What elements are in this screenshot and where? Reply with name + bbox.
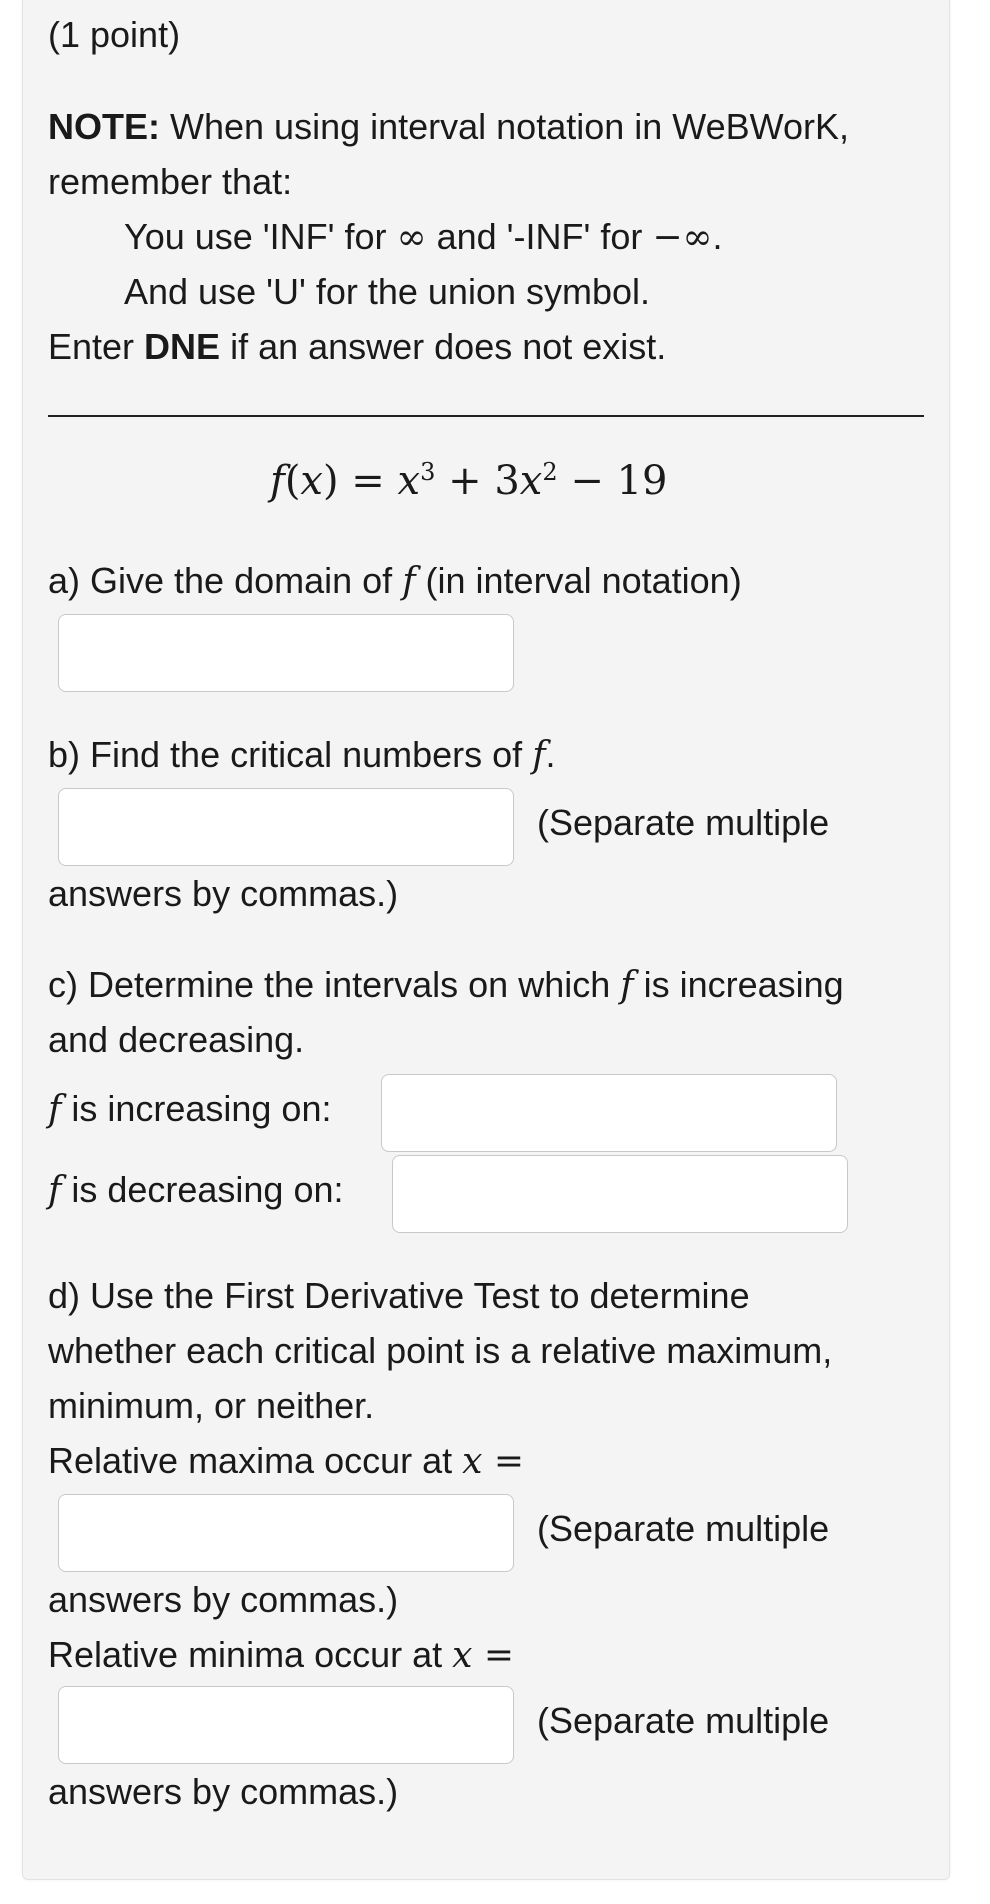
formula-f: f	[270, 458, 285, 504]
dne-label: DNE	[144, 326, 221, 367]
part-c-f: f	[620, 965, 634, 1006]
note-inf-middle: and '-INF' for	[426, 216, 653, 257]
minima-text: Relative minima occur at	[48, 1634, 453, 1675]
formula-exp2: 2	[542, 458, 558, 486]
part-d-prompt-1: d) Use the First Derivative Test to determine	[48, 1275, 750, 1316]
increasing-f: f	[48, 1089, 62, 1130]
domain-input[interactable]	[58, 614, 514, 692]
note-line-1-text: When using interval notation in WeBWorK,	[160, 106, 850, 147]
points-label: (1 point)	[48, 14, 181, 55]
formula-plus: + 3	[435, 458, 520, 504]
note-line-1	[48, 104, 849, 150]
part-b-prompt	[48, 732, 556, 779]
decreasing-input[interactable]	[392, 1155, 848, 1233]
minima-label	[48, 1632, 514, 1679]
minima-eq: =	[472, 1635, 515, 1676]
minima-x: x	[452, 1635, 473, 1676]
infinity-symbol: ∞	[396, 217, 427, 258]
note-dne-line	[48, 324, 666, 370]
part-c-suffix: is increasing	[633, 964, 844, 1005]
maxima-label	[48, 1438, 524, 1485]
part-a-prompt	[48, 558, 742, 605]
minima-hint-1: (Separate multiple	[537, 1700, 830, 1741]
part-c-prefix: c) Determine the intervals on which	[48, 964, 621, 1005]
maxima-x: x	[462, 1441, 483, 1482]
part-a-suffix: (in interval notation)	[415, 560, 742, 601]
part-a-f: f	[402, 561, 416, 602]
note-line-2: remember that:	[48, 161, 293, 202]
maxima-hint-2: answers by commas.)	[48, 1579, 399, 1620]
critical-numbers-input[interactable]	[58, 788, 514, 866]
formula-close-eq: ) =	[322, 458, 398, 504]
maxima-hint-1: (Separate multiple	[537, 1508, 830, 1549]
note-inf-prefix: You use 'INF' for	[124, 216, 397, 257]
part-c-prompt-2: and decreasing.	[48, 1019, 305, 1060]
maxima-text: Relative maxima occur at	[48, 1440, 463, 1481]
note-inf-suffix: .	[712, 216, 723, 257]
increasing-text: is increasing on:	[61, 1088, 332, 1129]
note-label: NOTE:	[48, 106, 160, 147]
function-formula	[270, 456, 667, 506]
part-b-hint-2: answers by commas.)	[48, 873, 399, 914]
part-a-prefix: a) Give the domain of	[48, 560, 403, 601]
note-dne-suffix: if an answer does not exist.	[220, 326, 667, 367]
formula-x1: x	[397, 458, 421, 504]
formula-minus: − 19	[557, 458, 668, 504]
part-c-prompt-1	[48, 962, 844, 1009]
note-union-line: And use 'U' for the union symbol.	[124, 271, 651, 312]
part-b-prefix: b) Find the critical numbers of	[48, 734, 533, 775]
neg-infinity-symbol: −∞	[652, 217, 713, 258]
note-dne-prefix: Enter	[48, 326, 145, 367]
part-b-suffix: .	[545, 734, 556, 775]
increasing-label	[48, 1086, 331, 1133]
maxima-eq: =	[482, 1441, 525, 1482]
decreasing-label	[48, 1167, 344, 1214]
part-b-hint-1: (Separate multiple	[537, 802, 830, 843]
part-b-f: f	[532, 735, 546, 776]
relative-maxima-input[interactable]	[58, 1494, 514, 1572]
decreasing-text: is decreasing on:	[61, 1169, 344, 1210]
formula-open: (	[284, 458, 301, 504]
section-divider	[48, 415, 924, 417]
decreasing-f: f	[48, 1170, 62, 1211]
minima-hint-2: answers by commas.)	[48, 1771, 399, 1812]
formula-x2: x	[519, 458, 543, 504]
formula-x: x	[300, 458, 323, 504]
relative-minima-input[interactable]	[58, 1686, 514, 1764]
note-inf-line	[124, 214, 723, 261]
part-d-prompt-3: minimum, or neither.	[48, 1385, 375, 1426]
increasing-input[interactable]	[381, 1074, 837, 1152]
formula-exp1: 3	[420, 458, 436, 486]
part-d-prompt-2: whether each critical point is a relative maximum,	[48, 1330, 833, 1371]
